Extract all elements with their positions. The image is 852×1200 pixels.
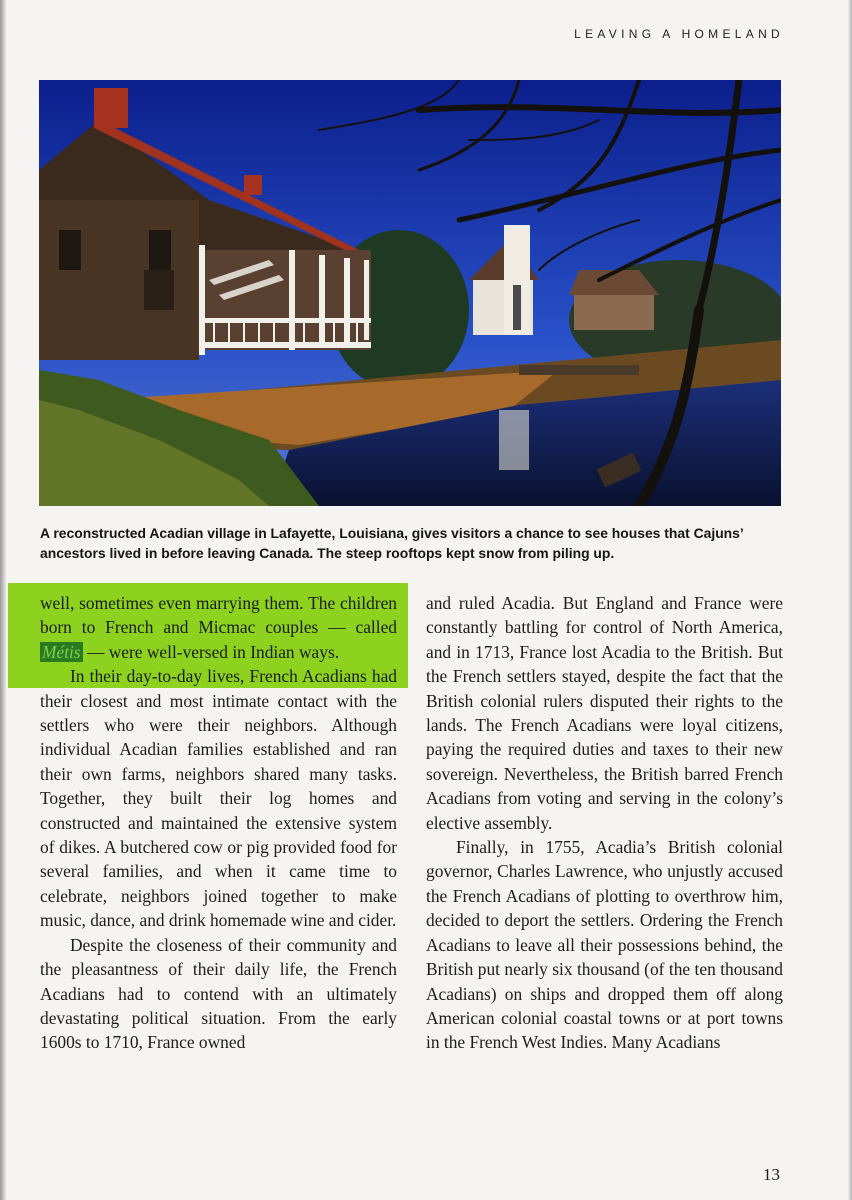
page-edge-right: [848, 0, 852, 1200]
highlighted-term: Métis: [42, 641, 81, 662]
page-edge-left: [0, 0, 6, 1200]
left-column: [40, 591, 397, 1055]
paragraph: [40, 591, 397, 664]
running-head: LEAVING A HOMELAND: [574, 27, 784, 41]
paragraph: and ruled Acadia. But England and France were constantly battling for control of North America, and in 1713, France lost Acadia to the British. But the French settlers stayed, despite the fact that the British colonial rulers disputed their rights to the lands. The French Acadians were loyal citizens, paying the required duties and taxes to their new sovereign. Nevertheless, the British barred French Acadians from voting and serving in the colony’s elective assembly.: [426, 593, 783, 833]
paragraph: Despite the closeness of their community and the pleasantness of their daily life, the French Acadians had to contend with an ultimately devastating political situation. From the early 1600s to 1710, France owned: [40, 934, 397, 1053]
paragraph-text: — were well-versed in Indian ways.: [82, 641, 340, 662]
figure-caption: A reconstructed Acadian village in Lafayette, Louisiana, gives visitors a chance to see houses that Cajuns’ ancestors lived in before leaving Canada. The steep rooftops kept snow from piling up.: [40, 525, 743, 561]
page-number: 13: [763, 1165, 780, 1184]
acadian-village-photo: [39, 80, 781, 506]
paragraph: In their day-to-day lives, French Acadians had their closest and most intimate contact with the settlers who were their neighbors. Although individual Acadian families established and ran their own farms, neighbors shared many tasks. Together, they built their log homes and constructed and maintained the extensive system of dikes. A butchered cow or pig provided food for several families, and when it came time to celebrate, neighbors joined together to make music, dance, and drink homemade wine and cider.: [40, 666, 397, 931]
right-column: [426, 591, 783, 1055]
paragraph-text: well, sometimes even marrying them. The children born to French and Micmac couples — called: [40, 593, 397, 638]
paragraph: Finally, in 1755, Acadia’s British colonial governor, Charles Lawrence, who unjustly accused the French Acadians of plotting to overthrow him, decided to deport the settlers. Ordering the French Acadians to leave all their possessions behind, the British put nearly six thousand (of the ten thousand Acadians) on ships and dropped them off along American colonial coastal towns or at port towns in the French West Indies. Many Acadians: [426, 837, 783, 1053]
